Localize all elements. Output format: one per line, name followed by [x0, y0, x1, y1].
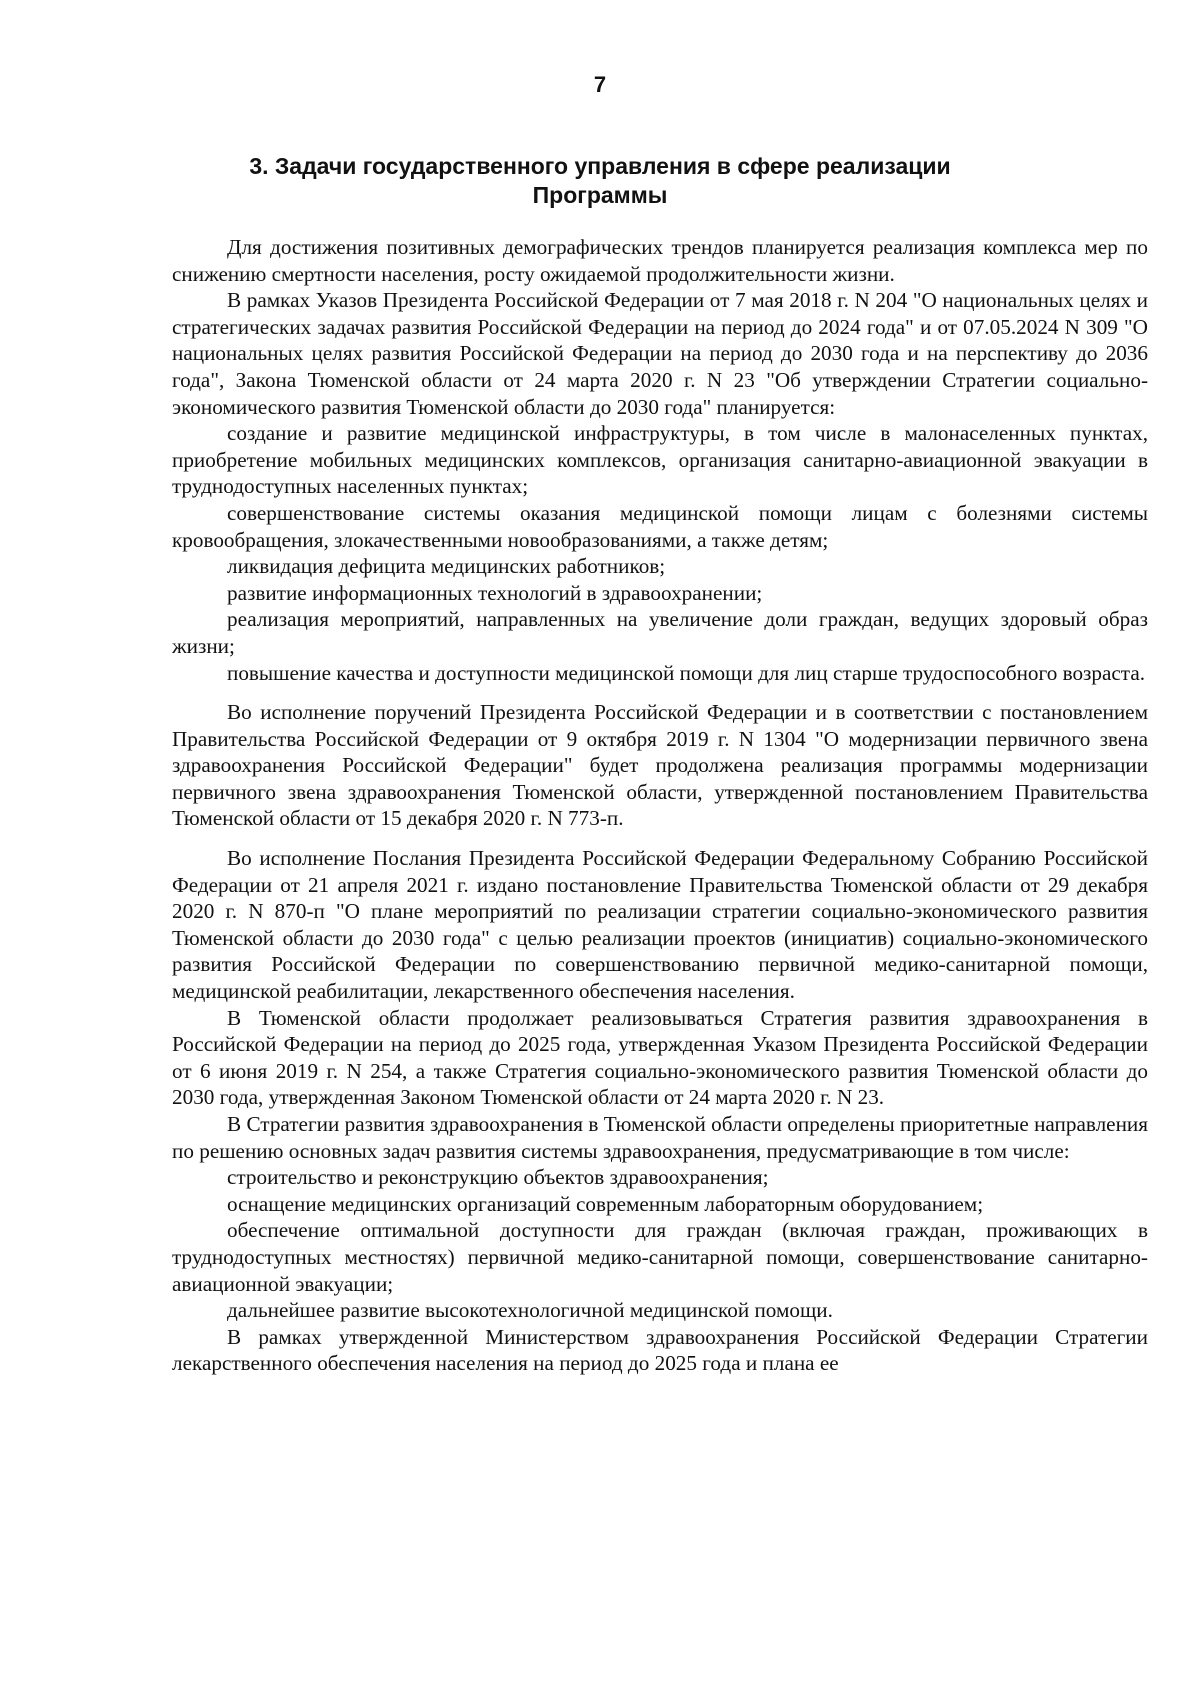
- paragraph: В рамках утвержденной Министерством здравоохранения Российской Федерации Стратегии лекарственного обеспечения населения на период до 2025 года и плана ее: [172, 1324, 1148, 1376]
- paragraph: Для достижения позитивных демографических трендов планируется реализация комплекса мер по снижению смертности населения, росту ожидаемой продолжительности жизни.: [172, 235, 1148, 286]
- list-item: развитие информационных технологий в здравоохранении;: [227, 580, 763, 605]
- list-item: создание и развитие медицинской инфраструктуры, в том числе в малонаселенных пунктах, приобретение мобильных медицинских комплексов, организация санитарно-авиационной эвакуации в труднодоступных населенных пунктах;: [172, 421, 1148, 499]
- section-title-line: Программы: [532, 182, 668, 208]
- document-body: [172, 234, 1148, 1377]
- list-item: совершенствование системы оказания медицинской помощи лицам с болезнями системы кровообращения, злокачественными новообразованиями, а также детям;: [172, 500, 1148, 552]
- paragraph: В Тюменской области продолжает реализовываться Стратегия развития здравоохранения в Российской Федерации на период до 2025 года, утвержденная Указом Президента Российской Федерации от 6 июня 2019 г. N 254, а также Стратегия социально-экономического развития Тюменской области до 2030 года, утвержденная Законом Тюменской области от 24 марта 2020 г. N 23.: [172, 1005, 1148, 1110]
- paragraph: Во исполнение поручений Президента Российской Федерации и в соответствии с постановлением Правительства Российской Федерации от 9 октября 2019 г. N 1304 "О модернизации первичного звена здравоохранения Российской Федерации" будет продолжена реализация программы модернизации первичного звена здравоохранения Тюменской области, утвержденной постановлением Правительства Тюменской области от 15 декабря 2020 г. N 773-п.: [172, 700, 1148, 831]
- list-item: обеспечение оптимальной доступности для граждан (включая граждан, проживающих в труднодоступных местностях) первичной медико-санитарной помощи, совершенствование санитарно-авиационной эвакуации;: [172, 1218, 1148, 1296]
- list-item: оснащение медицинских организаций современным лабораторным оборудованием;: [227, 1191, 984, 1216]
- section-title-line: 3. Задачи государственного управления в сфере реализации: [249, 153, 951, 179]
- paragraph: В рамках Указов Президента Российской Федерации от 7 мая 2018 г. N 204 "О национальных целях и стратегических задачах развития Российской Федерации на период до 2024 года" и от 07.05.2024 N 309 "О национальных целях развития Российской Федерации на период до 2030 года и на перспективу до 2036 года", Закона Тюменской области от 24 марта 2020 г. N 23 "Об утверждении Стратегии социально-экономического развития Тюменской области до 2030 года" планируется:: [172, 288, 1148, 419]
- list-item: строительство и реконструкцию объектов здравоохранения;: [227, 1165, 769, 1190]
- paragraph: В Стратегии развития здравоохранения в Тюменской области определены приоритетные направления по решению основных задач развития системы здравоохранения, предусматривающие в том числе:: [172, 1112, 1148, 1163]
- list-item: ликвидация дефицита медицинских работников;: [227, 554, 666, 579]
- paragraph: Во исполнение Послания Президента Российской Федерации Федеральному Собранию Российской Федерации от 21 апреля 2021 г. издано постановление Правительства Тюменской области от 29 декабря 2020 г. N 870-п "О плане мероприятий по реализации стратегии социально-экономического развития Тюменской области до 2030 года" с целью реализации проектов (инициатив) социально-экономического развития Российской Федерации по совершенствованию первичной медико-санитарной помощи, медицинской реабилитации, лекарственного обеспечения населения.: [172, 846, 1148, 1004]
- list-item: дальнейшее развитие высокотехнологичной медицинской помощи.: [227, 1298, 833, 1323]
- section-title: [160, 152, 1040, 210]
- page-number: 7: [593, 72, 607, 97]
- list-item: реализация мероприятий, направленных на увеличение доли граждан, ведущих здоровый образ жизни;: [172, 607, 1148, 658]
- list-item: повышение качества и доступности медицинской помощи для лиц старше трудоспособного возраста.: [227, 660, 1146, 685]
